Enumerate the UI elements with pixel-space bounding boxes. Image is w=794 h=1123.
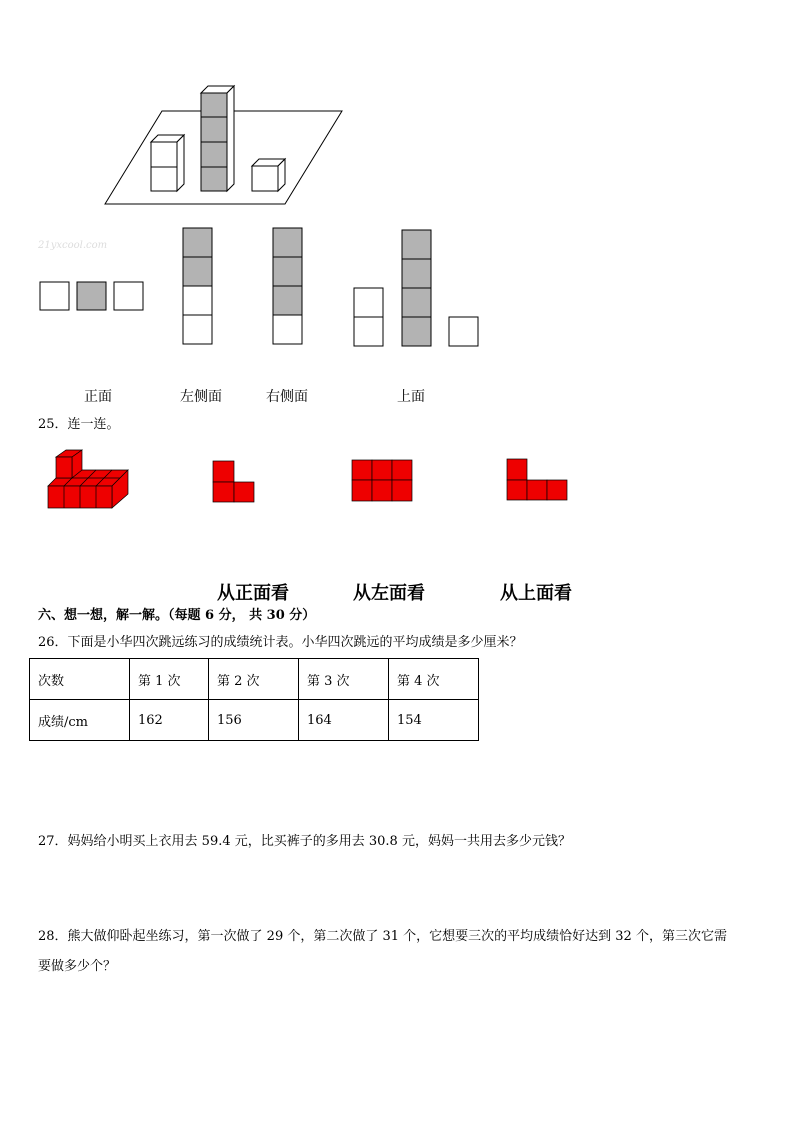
table-cell: 154 — [389, 700, 479, 741]
table-row-label: 成绩/cm — [30, 700, 130, 741]
q24-view-drawings — [38, 226, 483, 350]
table-header-cell: 第 4 次 — [389, 659, 479, 700]
view-right-side — [273, 228, 302, 344]
q28-text-line2: 要做多少个？ — [38, 959, 117, 974]
cube-stack-two — [151, 135, 184, 191]
q25-red-shape-long-l — [506, 458, 568, 502]
view-label-left: 从左面看 — [353, 583, 425, 604]
view-label-front: 从正面看 — [217, 583, 289, 604]
table-cell: 164 — [299, 700, 389, 741]
cube-single — [252, 159, 285, 191]
table-cell: 162 — [130, 700, 209, 741]
view-top — [354, 230, 478, 346]
table-cell: 156 — [209, 700, 299, 741]
q25-red-shape-l — [212, 460, 256, 504]
section-six-title: 六、想一想，解一解。（每题 6 分， 共 30 分） — [38, 608, 316, 623]
label-front: 正面 — [84, 389, 112, 405]
table-header-cell: 第 2 次 — [209, 659, 299, 700]
q26-score-table — [29, 658, 479, 741]
label-top: 上面 — [397, 389, 425, 405]
table-header-cell: 第 1 次 — [130, 659, 209, 700]
view-left-side — [183, 228, 212, 344]
q25-title: 25．连一连。 — [38, 417, 120, 432]
table-row — [30, 659, 479, 700]
q26-text: 26．下面是小华四次跳远练习的成绩统计表。小华四次跳远的平均成绩是多少厘米？ — [38, 635, 523, 650]
q28-text-line1: 28．熊大做仰卧起坐练习，第一次做了 29 个，第二次做了 31 个，它想要三次的平均成绩恰好达到 32 个，第三次它需 — [38, 929, 727, 944]
view-label-top: 从上面看 — [500, 583, 572, 604]
label-right-side: 右侧面 — [266, 389, 308, 405]
q27-text: 27．妈妈给小明买上衣用去 59.4 元，比买裤子的多用去 30.8 元，妈妈一共用去多少元钱？ — [38, 834, 571, 849]
table-header-cell: 第 3 次 — [299, 659, 389, 700]
view-front — [40, 282, 143, 310]
cube-stack-four — [201, 86, 234, 191]
q25-red-cubes-3d — [44, 448, 139, 510]
q25-red-shape-rect — [351, 459, 413, 503]
watermark: 21yxcool.com — [38, 240, 108, 251]
label-left-side: 左侧面 — [180, 389, 222, 405]
q24-cube-figure — [100, 82, 350, 208]
table-row — [30, 700, 479, 741]
table-header-cell: 次数 — [30, 659, 130, 700]
